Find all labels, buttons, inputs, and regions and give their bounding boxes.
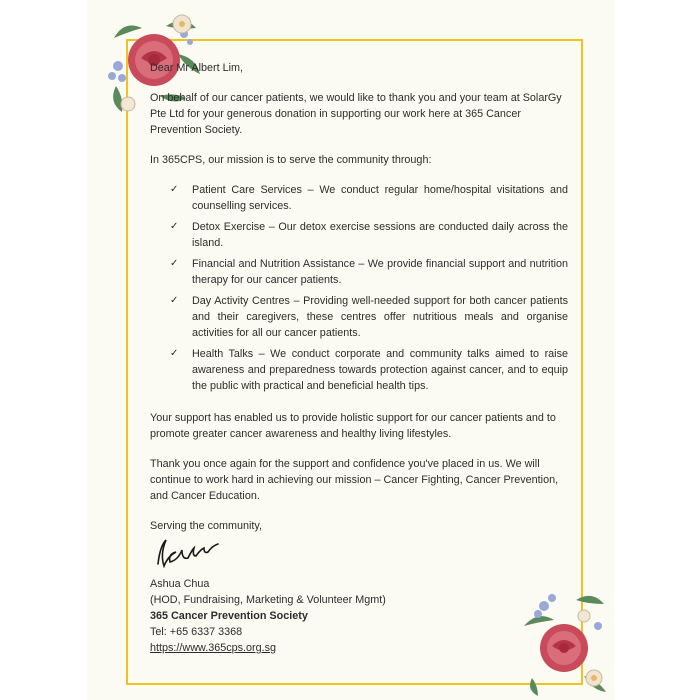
website-link[interactable]: https://www.365cps.org.sg: [150, 642, 277, 654]
signatory-name: Ashua Chua: [150, 578, 210, 590]
checkmark-icon: ✓: [170, 295, 179, 306]
letter-body: [150, 60, 568, 656]
list-item: ✓ Day Activity Centres – Providing well-needed support for both cancer patients and their caregivers, these centres offer nutritious meals and organise activities for all our cancer patients.: [170, 295, 568, 339]
list-item: ✓ Detox Exercise – Our detox exercise sessions are conducted daily across the island.: [170, 221, 568, 249]
services-list: [150, 182, 568, 394]
checkmark-icon: ✓: [170, 184, 179, 195]
telephone: Tel: +65 6337 3368: [150, 626, 243, 638]
closing-line: Serving the community,: [150, 520, 263, 532]
support-paragraph: Your support has enabled us to provide holistic support for our cancer patients and to promote greater cancer awareness and healthy living lifestyles.: [150, 412, 556, 440]
thanks-paragraph: Thank you once again for the support and confidence you've placed in us. We will continue to work hard in achieving our mission – Cancer Fighting, Cancer Prevention, and Cancer Education.: [150, 458, 559, 502]
list-item: ✓ Patient Care Services – We conduct regular home/hospital visitations and counselling services.: [170, 184, 568, 212]
checkmark-icon: ✓: [170, 221, 179, 232]
signatory-block: [150, 576, 568, 656]
intro-paragraph: On behalf of our cancer patients, we would like to thank you and your team at SolarGy Pte Ltd for your generous donation in supporting our work here at 365 Cancer Prevention Society.: [150, 92, 562, 136]
greeting: Dear Mr Albert Lim,: [150, 62, 243, 74]
signature-image: [152, 534, 232, 570]
checkmark-icon: ✓: [170, 348, 179, 359]
checkmark-icon: ✓: [170, 258, 179, 269]
signatory-title: (HOD, Fundraising, Marketing & Volunteer Mgmt): [150, 594, 386, 606]
list-item: ✓ Financial and Nutrition Assistance – We provide financial support and nutrition therapy for our cancer patients.: [170, 258, 568, 286]
organization-name: 365 Cancer Prevention Society: [150, 610, 308, 622]
mission-intro: In 365CPS, our mission is to serve the community through:: [150, 154, 432, 166]
list-item: ✓ Health Talks – We conduct corporate and community talks aimed to raise awareness and preparedness towards protection against cancer, and to equip the public with practical and beneficial health tips.: [170, 348, 568, 392]
